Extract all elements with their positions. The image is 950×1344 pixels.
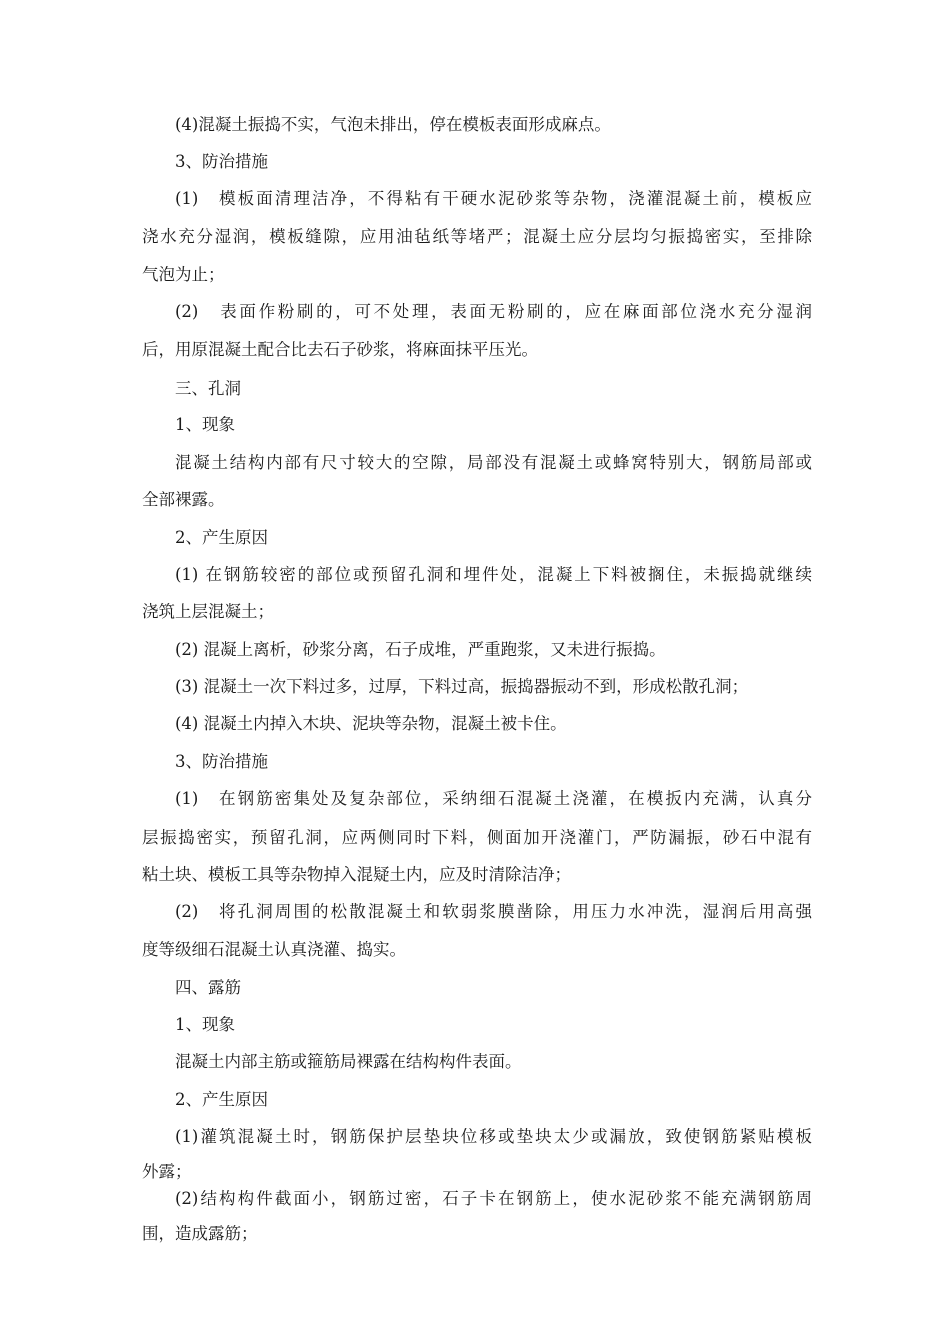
paragraph-cause-4: (4)混凝土振捣不实，气泡未排出，停在模板表面形成麻点。 [175, 115, 611, 134]
section-title-holes: 三、孔洞 [175, 379, 241, 398]
measure-1-line-1: (1) 模板面清理洁净，不得粘有干硬水泥砂浆等杂物，浇灌混凝土前，模板应 [175, 189, 812, 208]
holes-measure-1-line-2: 层振捣密实，预留孔洞，应两侧同时下料，侧面加开浇灌门，严防漏振，砂石中混有 [142, 828, 812, 847]
heading-causes: 2、产生原因 [175, 528, 268, 547]
heading-phenomenon-rebar: 1、现象 [175, 1015, 235, 1034]
holes-measure-1-line-3: 粘土块、模板工具等杂物掉入混疑土内，应及时清除洁净； [142, 865, 571, 884]
cause-3: (3) 混凝土一次下料过多，过厚，下料过高，振捣器振动不到，形成松散孔洞； [175, 677, 749, 696]
rebar-cause-1-line-2: 外露； [142, 1162, 192, 1181]
measure-1-line-3: 气泡为止； [142, 265, 225, 284]
cause-1-line-2: 浇筑上层混凝土； [142, 602, 274, 621]
cause-2: (2) 混凝上离析，砂浆分离，石子成堆，严重跑浆，又未进行振捣。 [175, 640, 666, 659]
heading-phenomenon: 1、现象 [175, 415, 235, 434]
heading-measures-holes: 3、防治措施 [175, 752, 268, 771]
holes-measure-2-line-2: 度等级细石混凝土认真浇灌、捣实。 [142, 940, 406, 959]
cause-4: (4) 混凝土内掉入木块、泥块等杂物，混凝土被卡住。 [175, 714, 567, 733]
heading-measures: 3、防治措施 [175, 152, 268, 171]
holes-measure-2-line-1: (2) 将孔洞周围的松散混凝土和软弱浆膜凿除，用压力水冲洗，湿润后用高强 [175, 902, 812, 921]
rebar-cause-2-line-1: (2)结构构件截面小，钢筋过密，石子卡在钢筋上，使水泥砂浆不能充满钢筋周 [175, 1189, 812, 1208]
holes-measure-1-line-1: (1) 在钢筋密集处及复杂部位，采纳细石混凝土浇灌，在模扳内充满，认真分 [175, 789, 812, 808]
cause-1-line-1: (1) 在钢筋较密的部位或预留孔洞和埋件处，混凝上下料被搁住，未振捣就继续 [175, 565, 812, 584]
phenomenon-line-2: 全部裸露。 [142, 490, 225, 509]
rebar-cause-2-line-2: 围，造成露筋； [142, 1224, 258, 1243]
heading-causes-rebar: 2、产生原因 [175, 1090, 268, 1109]
measure-2-line-2: 后，用原混凝土配合比去石子砂浆，将麻面抹平压光。 [142, 340, 538, 359]
section-title-exposed-rebar: 四、露筋 [175, 978, 241, 997]
phenomenon-line-1: 混凝土结构内部有尺寸较大的空隙，局部没有混凝土或蜂窝特别大，钢筋局部或 [175, 453, 812, 472]
measure-2-line-1: (2) 表面作粉刷的，可不处理，表面无粉刷的，应在麻面部位浇水充分湿润 [175, 302, 812, 321]
phenomenon-rebar: 混凝土内部主筋或箍筋局裸露在结构构件表面。 [175, 1052, 522, 1071]
rebar-cause-1-line-1: (1)灌筑混凝土时，钢筋保护层垫块位移或垫块太少或漏放，致使钢筋紧贴模板 [175, 1127, 812, 1146]
measure-1-line-2: 浇水充分湿润，模板缝隙，应用油毡纸等堵严；混凝土应分层均匀振捣密实，至排除 [142, 227, 812, 246]
